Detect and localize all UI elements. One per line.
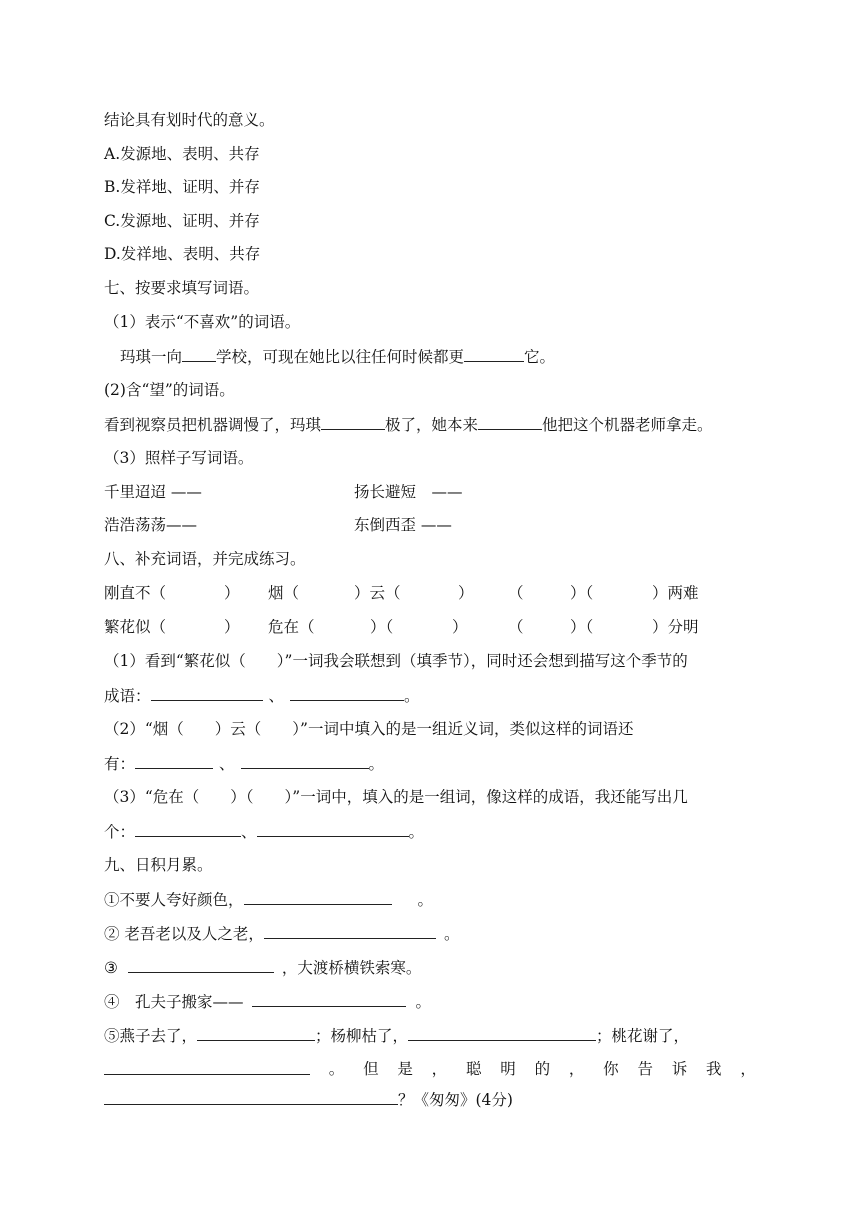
q8-row1-part: ） (458, 584, 474, 602)
q6-option-b: B.发祥地、证明、并存 (104, 178, 260, 196)
q7-p2-blank-1[interactable] (321, 414, 385, 430)
q9-line1-blank[interactable] (244, 889, 392, 905)
q7-p3-label: （3）照样子写词语。 (104, 449, 254, 467)
q6-tail: 结论具有划时代的意义。 (104, 111, 275, 129)
q8-row2-part: ）（ (570, 618, 594, 636)
q9-line-5: ⑤燕子去了， ；杨柳枯了， ；桃花谢了， (104, 1027, 690, 1045)
q9-line6-blank[interactable] (104, 1059, 310, 1075)
q7-p2-blank-2[interactable] (478, 414, 542, 430)
q7-p2-sentence: 看到视察员把机器调慢了，玛琪 极了，她本来 他把这个机器老师拿走。 (104, 416, 713, 434)
q8-sub2-blank-2[interactable] (241, 753, 369, 769)
q8-row1-part: 刚直不（ (104, 584, 167, 602)
q8-row2-part: ）（ (370, 618, 394, 636)
q8-sub3-line1: （3）“危在（ ）（ ）”一词中，填入的是一组词，像这样的成语，我还能写出几 (104, 788, 688, 806)
q7-p1-sentence: 玛琪一向 学校，可现在她比以往任何时候都更 它。 (120, 348, 556, 366)
q7-title: 七、按要求填写词语。 (104, 279, 260, 297)
q7-p1-blank-2[interactable] (464, 346, 524, 362)
q9-line5-blank-2[interactable] (408, 1025, 596, 1041)
q8-sub3-line2: 个： 、 。 (104, 823, 425, 841)
q8-row2-part: 繁花似（ (104, 618, 167, 636)
q8-row2-part: ）分明 (652, 618, 699, 636)
q8-row1-part: ） (224, 584, 240, 602)
q8-row1-part: （ (508, 584, 524, 602)
q8-sub1-blank-2[interactable] (290, 685, 404, 701)
q9-line-1: ①不要人夸好颜色， 。 (104, 891, 434, 909)
q7-p3-word-3: 浩浩荡荡—— (104, 516, 198, 534)
q8-row1-part: 烟（ (268, 584, 300, 602)
q8-sub1-line1: （1）看到“繁花似（ ）”一词我会联想到（填季节），同时还会想到描写这个季节的 (104, 652, 688, 670)
q8-sub2-line2: 有： 、 。 (104, 755, 385, 773)
q8-sub1-blank-1[interactable] (151, 685, 263, 701)
q8-sub2-blank-1[interactable] (135, 753, 213, 769)
q8-row2-part: ） (224, 618, 240, 636)
q7-p3-word-2: 扬长避短 —— (354, 483, 463, 501)
q8-row1-part: ）云（ (354, 584, 401, 602)
q9-line-6: 。 但 是 ， 聪 明 的 ， 你 告 诉 我 ， (104, 1059, 756, 1079)
q8-row2-part: 危在（ (268, 618, 315, 636)
q8-row2-part: （ (508, 618, 524, 636)
q6-option-c: C.发源地、证明、并存 (104, 212, 260, 230)
q6-option-d: D.发祥地、表明、共存 (104, 245, 261, 263)
q7-p1-label: （1）表示“不喜欢”的词语。 (104, 313, 301, 331)
q8-row1-part: ）（ (570, 584, 594, 602)
q8-sub1-line2: 成语： 、 。 (104, 687, 420, 705)
q9-line5-blank-1[interactable] (197, 1025, 315, 1041)
q9-line-3: ③ ，大渡桥横铁索寒。 (104, 959, 422, 977)
q8-row1-part: ）两难 (652, 584, 699, 602)
q9-line4-blank[interactable] (252, 991, 406, 1007)
q9-line3-blank[interactable] (128, 957, 274, 973)
q7-p2-label: (2)含“望”的词语。 (104, 381, 235, 399)
q8-sub2-line1: （2）“烟（ ）云（ ）”一词中填入的是一组近义词，类似这样的词语还 (104, 720, 634, 738)
q7-p3-word-1: 千里迢迢 —— (104, 483, 202, 501)
q7-p1-blank-1[interactable] (182, 346, 216, 362)
q8-row2-part: ） (452, 618, 468, 636)
q8-sub3-blank-2[interactable] (257, 821, 409, 837)
q9-title: 九、日积月累。 (104, 856, 213, 874)
q9-line2-blank[interactable] (264, 923, 436, 939)
q9-line-2: ② 老吾老以及人之老， 。 (104, 925, 460, 943)
q9-line-4: ④ 孔夫子搬家—— 。 (104, 993, 432, 1011)
q6-option-a: A.发源地、表明、共存 (104, 145, 260, 163)
q8-title: 八、补充词语，并完成练习。 (104, 550, 306, 568)
q7-p3-word-4: 东倒西歪 —— (354, 516, 452, 534)
q8-sub3-blank-1[interactable] (135, 821, 241, 837)
q9-line-7: ？《匆匆》(4分) (104, 1089, 513, 1110)
q9-line7-blank[interactable] (104, 1089, 398, 1105)
